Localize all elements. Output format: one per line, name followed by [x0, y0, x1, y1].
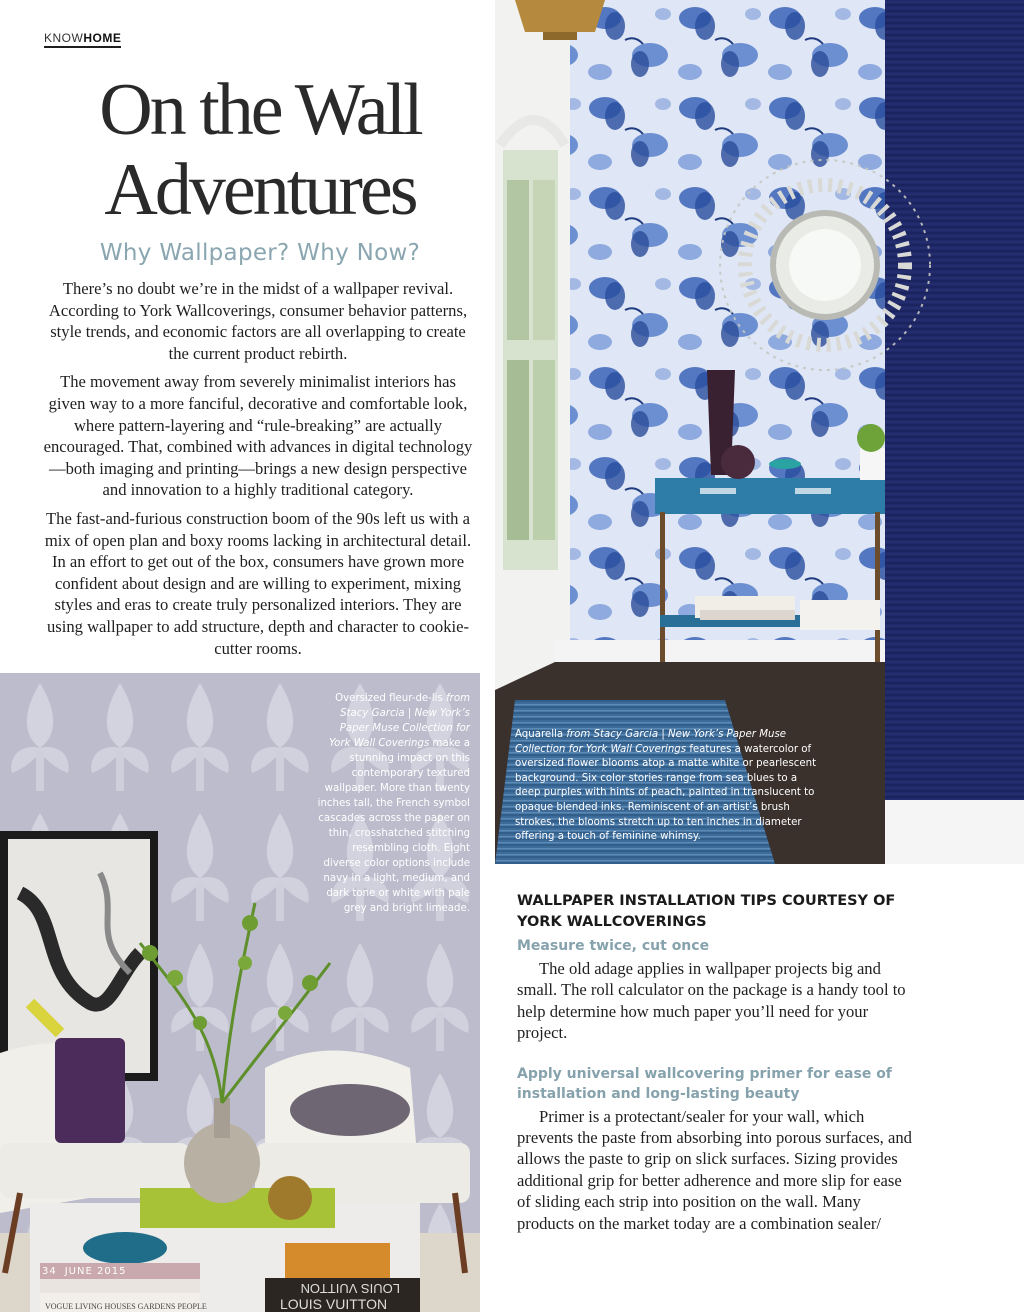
- section-label: [44, 31, 121, 48]
- article-deck: Why Wallpaper? Why Now?: [99, 240, 421, 266]
- tip-title: Apply universal wallcovering primer for ease of installation and long-lasting beauty: [517, 1065, 892, 1102]
- tip-body: Primer is a protectant/sealer for your wall, which prevents the paste from absorbing into porous surfaces, and allows the paste to grip on slick surfaces. Sizing provides additional grip for better adherence and more slip for ease of sliding each strip into position on the wall. Many products on the market today are a combination sealer/: [517, 1106, 912, 1233]
- page-number: 34: [42, 1266, 57, 1277]
- caption-aquarella: [515, 728, 825, 845]
- caption-fleur-source: from Stacy Garcia | New York’s Paper Muse Collection for York Wall Coverings: [329, 693, 470, 749]
- tip-title: Measure twice, cut once: [517, 938, 710, 954]
- section-label-bold: HOME: [83, 31, 122, 45]
- caption-fleur-name: Oversized fleur-de-lis: [335, 693, 443, 704]
- section-label-light: KNOW: [44, 31, 84, 45]
- intro-body: [40, 278, 476, 666]
- caption-aquarella-source: from Stacy Garcia | New York’s Paper Muse Collection for York Wall Coverings: [515, 729, 787, 755]
- title-line-1: On the Wall: [99, 69, 421, 151]
- issue-date: JUNE 2015: [64, 1266, 127, 1277]
- caption-aquarella-body: features a watercolor of oversized flower blooms atop a matte white or pearlescent background. Six color stories range from sea blues to a deep purples with hints of peach, painted in translucent to opaque blended inks. Reminiscent of an artist’s brush strokes, the blooms stretch up to ten inches in diameter offering a touch of feminine whimsy.: [515, 743, 817, 843]
- intro-paragraph: The fast-and-furious construction boom of the 90s left us with a mix of open plan and boxy rooms lacking in architectural detail. In an effort to get out of the box, consumers have grown more confident about design and are willing to experiment, mixing styles and eras to create truly personalized interiors. They are using wallpaper to add structure, depth and character to cookie-cutter rooms.: [44, 508, 472, 658]
- caption-fleur-body: make a stunning impact on this contemporary textured wallpaper. More than twenty inches tall, the French symbol cascades across the paper on thin, crosshatched stitching resembling cloth. Eight diverse color options include navy in a light, medium, and dark tone or white with pale grey and bright limeade.: [317, 738, 470, 914]
- tip-spacer: [517, 1044, 917, 1064]
- page-folio: [42, 1266, 134, 1277]
- tip-body: The old adage applies in wallpaper projects big and small. The roll calculator on the package is a handy tool to help determine how much paper you’ll need for your project.: [517, 959, 906, 1043]
- book-spine-upside-down: LOUIS VUITTON: [300, 1281, 400, 1296]
- title-line-2: Adventures: [104, 149, 416, 231]
- caption-fleur-de-lis: [316, 691, 470, 916]
- installation-tips: [517, 891, 917, 1234]
- tips-heading: WALLPAPER INSTALLATION TIPS COURTESY OF YORK WALLCOVERINGS: [517, 893, 896, 930]
- intro-paragraph: There’s no doubt we’re in the midst of a wallpaper revival. According to York Wallcoverings, consumer behavior patterns, style trends, and economic factors are all overlapping to create the current product rebirth.: [48, 279, 468, 363]
- caption-aquarella-name: Aquarella: [515, 729, 564, 740]
- book-spine-louis-vuitton: LOUIS VUITTON: [280, 1296, 388, 1312]
- article-title: [40, 70, 480, 230]
- book-spine-vogue: VOGUE LIVING HOUSES GARDENS PEOPLE: [45, 1302, 207, 1311]
- intro-paragraph: The movement away from severely minimalist interiors has given way to a more fanciful, decorative and comfortable look, where pattern-layering and “rule-breaking” are actually encouraged. That, combined with advances in digital technology—both imaging and printing—brings a new design perspective and innovation to a highly traditional category.: [43, 372, 473, 500]
